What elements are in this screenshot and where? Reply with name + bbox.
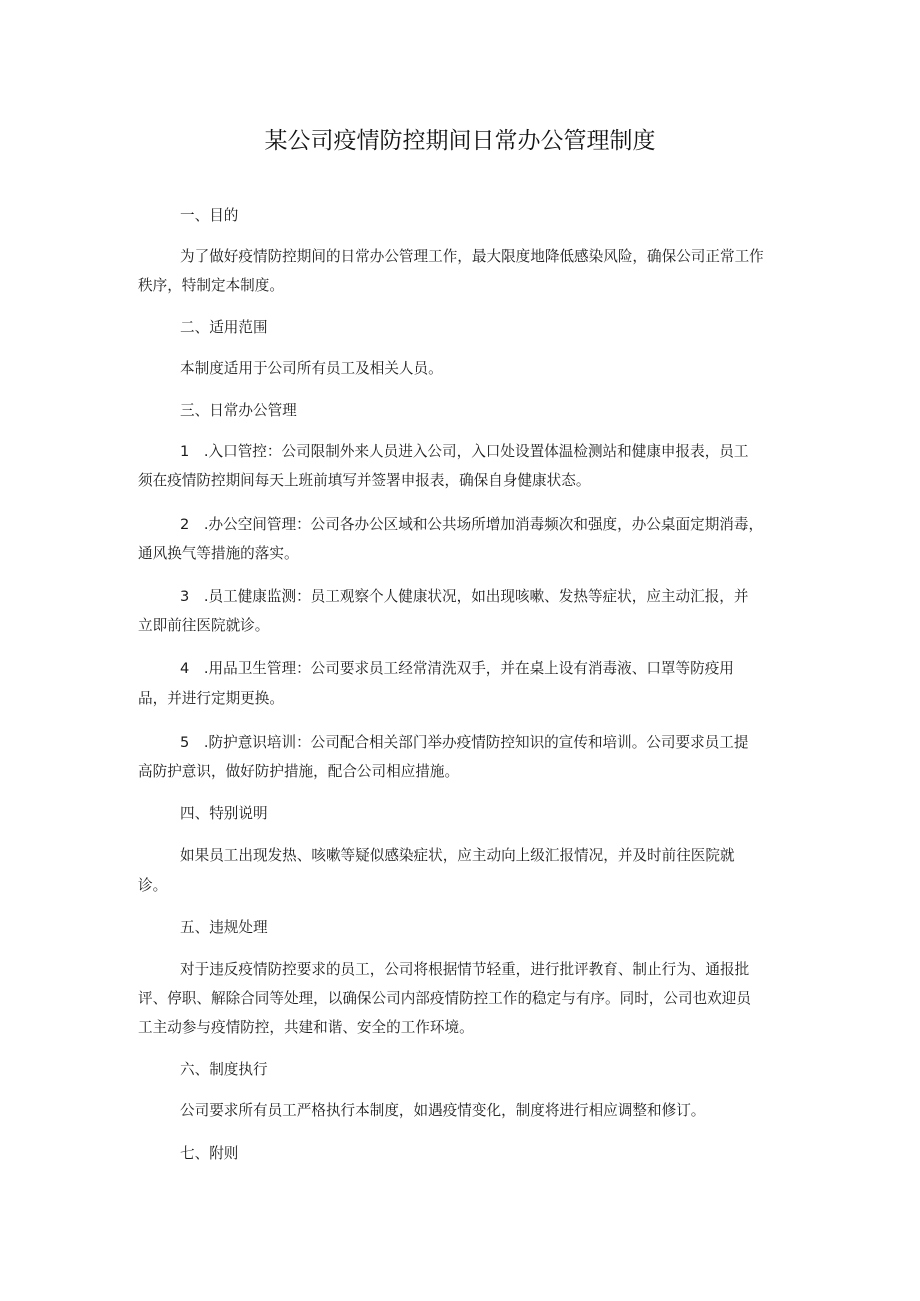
paragraph-special-note-line-2: 诊。: [138, 877, 168, 894]
paragraph-scope-line-1: 本制度适用于公司所有员工及相关人员。: [180, 360, 443, 377]
item-entrance-control-line-2: 须在疫情防控期间每天上班前填写并签署申报表，确保自身健康状态。: [138, 472, 591, 489]
item-health-monitoring-line-2: 立即前往医院就诊。: [138, 617, 270, 634]
paragraph-violations-line-2: 评、停职、解除合同等处理，以确保公司内部疫情防控工作的稳定与有序。同时，公司也欢迎员: [138, 990, 751, 1007]
paragraph-violations-line-3: 工主动参与疫情防控，共建和谐、安全的工作环境。: [138, 1019, 474, 1036]
section-heading-special-note: 四、特别说明: [180, 805, 268, 822]
paragraph-special-note-line-1: 如果员工出现发热、咳嗽等疑似感染症状，应主动向上级汇报情况，并及时前往医院就: [180, 847, 735, 864]
section-heading-purpose: 一、目的: [180, 207, 239, 224]
paragraph-violations-line-1: 对于违反疫情防控要求的员工，公司将根据情节轻重，进行批评教育、制止行为、通报批: [180, 961, 750, 978]
item-awareness-training-line-2: 高防护意识，做好防护措施，配合公司相应措施。: [138, 763, 460, 780]
item-entrance-control-line-1: 1 .入口管控：公司限制外来人员进入公司，入口处设置体温检测站和健康申报表，员工: [180, 443, 749, 460]
section-heading-daily-management: 三、日常办公管理: [180, 402, 297, 419]
section-heading-supplementary: 七、附则: [180, 1145, 239, 1162]
item-awareness-training-line-1: 5 .防护意识培训：公司配合相关部门举办疫情防控知识的宣传和培训。公司要求员工提: [180, 734, 749, 751]
item-office-space-line-2: 通风换气等措施的落实。: [138, 545, 299, 562]
paragraph-enforcement-line-1: 公司要求所有员工严格执行本制度，如遇疫情变化，制度将进行相应调整和修订。: [180, 1102, 706, 1119]
section-heading-scope: 二、适用范围: [180, 319, 268, 336]
item-health-monitoring-line-1: 3 .员工健康监测：员工观察个人健康状况，如出现咳嗽、发热等症状，应主动汇报，并: [180, 588, 749, 605]
section-heading-violations: 五、违规处理: [180, 919, 268, 936]
item-office-space-line-1: 2 .办公空间管理：公司各办公区域和公共场所增加消毒频次和强度，办公桌面定期消毒，: [180, 516, 764, 533]
paragraph-purpose-line-1: 为了做好疫情防控期间的日常办公管理工作，最大限度地降低感染风险，确保公司正常工作: [180, 248, 764, 265]
item-supplies-hygiene-line-1: 4 .用品卫生管理：公司要求员工经常清洗双手，并在桌上设有消毒液、口罩等防疫用: [180, 660, 734, 677]
paragraph-purpose-line-2: 秩序，特制定本制度。: [138, 277, 284, 294]
document-title: 某公司疫情防控期间日常办公管理制度: [264, 128, 656, 154]
section-heading-enforcement: 六、制度执行: [180, 1061, 268, 1078]
item-supplies-hygiene-line-2: 品，并进行定期更换。: [138, 690, 284, 707]
